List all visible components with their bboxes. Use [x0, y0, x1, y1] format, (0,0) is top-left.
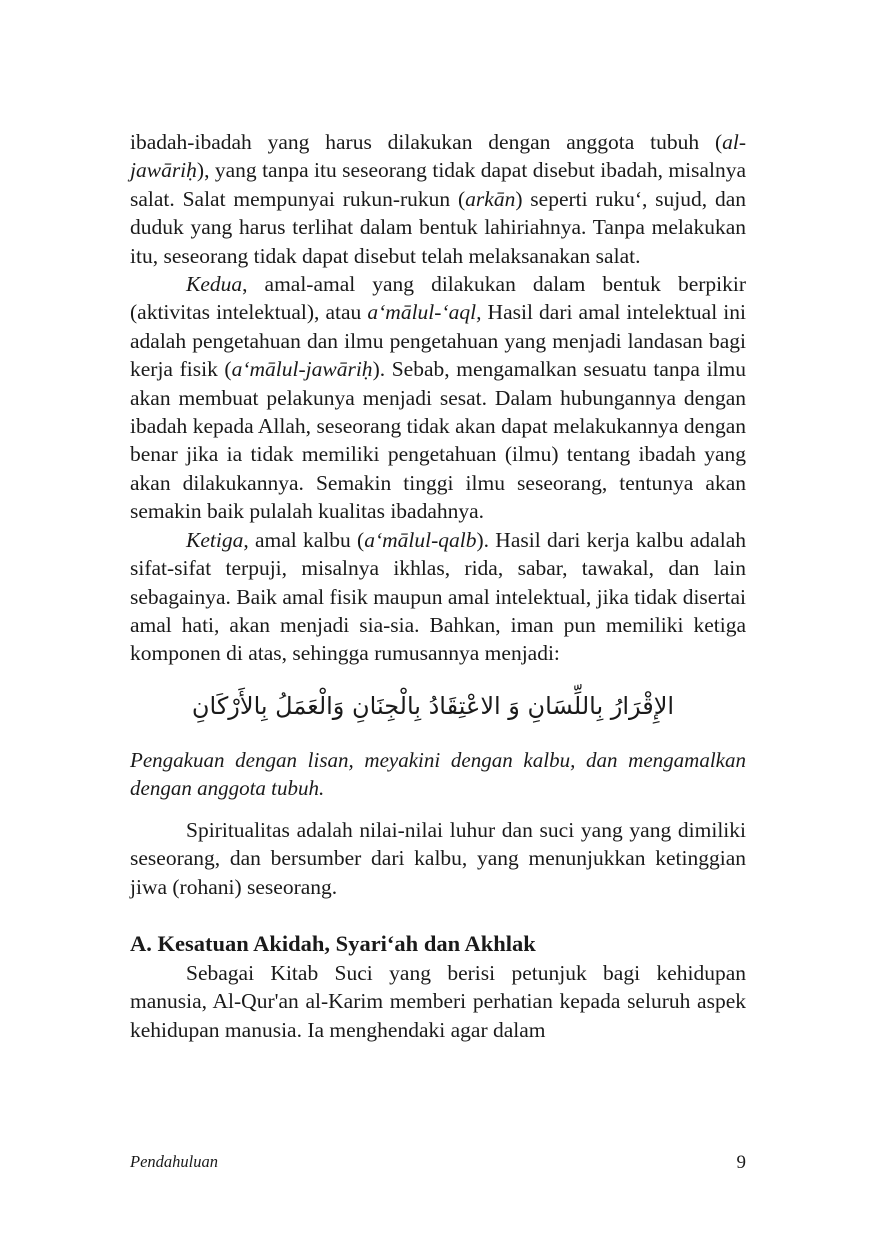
italic-term: arkān: [465, 186, 516, 211]
italic-term: a‘mālul-qalb: [364, 527, 477, 552]
paragraph-5: Sebagai Kitab Suci yang berisi petunjuk bagi kehidupan manusia, Al-Qur'an al-Karim memberi perhatian kepada seluruh aspek kehidupan manusia. Ia menghendaki agar dalam: [130, 960, 746, 1042]
italic-term: al-jawāriḥ: [130, 130, 746, 183]
italic-term: a‘mālul-jawāriḥ: [231, 357, 373, 382]
text-run: ). Hasil dari kerja kalbu adalah sifat-sifat terpuji, misalnya ikhlas, rida, sabar, tawakal, dan lain sebagainya. Baik amal fisik maupun amal intelektual, jika tidak disertai amal hati, akan menjadi sia-sia. Bahkan, iman pun memiliki ketiga komponen di atas, sehingga rumusannya menjadi:: [130, 527, 746, 666]
section-heading: A. Kesatuan Akidah, Syari‘ah dan Akhlak: [130, 930, 536, 956]
paragraph-2: [130, 270, 746, 526]
arabic-formula: الإِقْرَارُ بِاللِّسَانِ وَ الاعْتِقَادُ بِالْجِنَانِ وَالْعَمَلُ بِالأَرْكَانِ: [191, 691, 675, 720]
italic-term: Ketiga: [186, 527, 244, 552]
text-run: , amal kalbu (: [243, 527, 365, 552]
arabic-translation: Pengakuan dengan lisan, meyakini dengan kalbu, dan mengamalkan dengan anggota tubuh.: [130, 747, 746, 800]
page-number: 9: [736, 1152, 746, 1173]
text-run: Hasil dari amal intelektual ini adalah pengetahuan dan ilmu pengetahuan yang menjadi landasan bagi kerja fisik (: [130, 300, 746, 382]
chapter-name: Pendahuluan: [130, 1152, 218, 1171]
text-run: ), yang tanpa itu seseorang tidak dapat disebut ibadah, misalnya salat. Salat mempunyai rukun-rukun (: [130, 158, 746, 211]
text-run: ) seperti ruku‘, sujud, dan duduk yang harus terlihat dalam bentuk lahiriahnya. Tanpa melakukan itu, seseorang tidak dapat disebut telah melaksanakan salat.: [130, 186, 746, 268]
paragraph-3: [130, 526, 746, 668]
page-footer: [130, 1152, 746, 1174]
paragraph-1: [130, 128, 746, 270]
italic-term: Kedua: [186, 272, 243, 297]
italic-term: a‘mālul-‘aql,: [367, 300, 482, 325]
paragraph-4: Spiritualitas adalah nilai-nilai luhur dan suci yang yang dimiliki seseorang, dan bersumber dari kalbu, yang menunjukkan ketinggian jiwa (rohani) seseorang.: [130, 817, 746, 899]
text-run: , amal-amal yang dilakukan dalam bentuk berpikir (aktivitas intelektual), atau: [130, 272, 746, 325]
page-body: [130, 128, 746, 1044]
text-run: ibadah-ibadah yang harus dilakukan dengan anggota tubuh (: [130, 130, 723, 154]
text-run: ). Sebab, mengamalkan sesuatu tanpa ilmu akan membuat pelakunya menjadi sesat. Dalam hubungannya dengan ibadah kepada Allah, seseorang tidak akan dapat melakukannya dengan benar jika ia tidak memiliki pengetahuan (ilmu) tentang ibadah yang akan dilakukannya. Semakin tinggi ilmu seseorang, tentunya akan semakin baik pulalah kualitas ibadahnya.: [130, 357, 746, 524]
